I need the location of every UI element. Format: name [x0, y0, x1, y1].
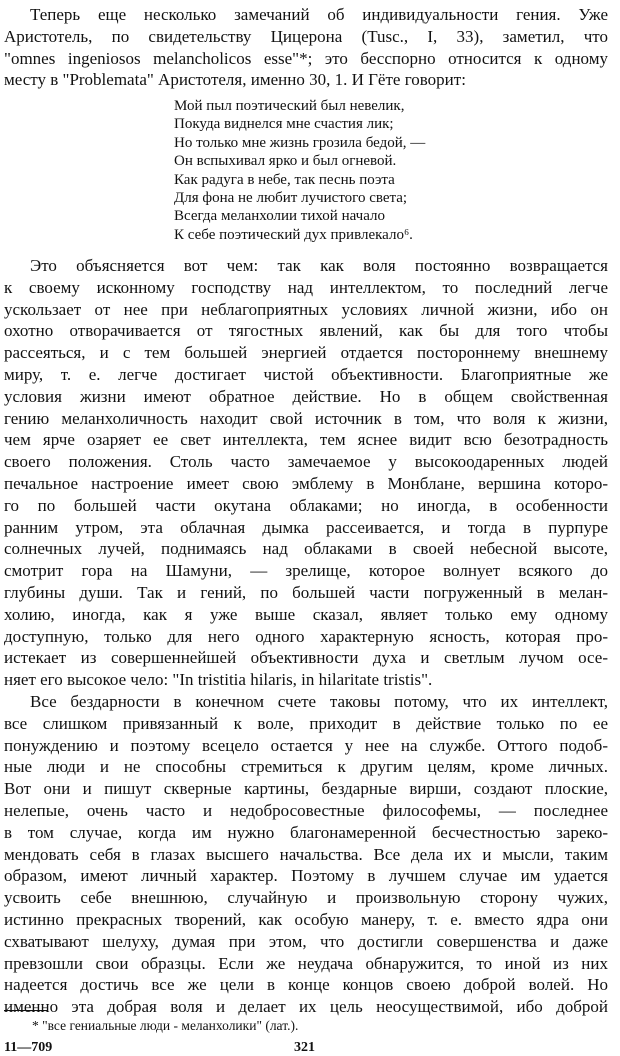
paragraph-main [4, 255, 608, 1018]
page-number: 321 [294, 1040, 315, 1055]
text-line: схватывают шелуху, думая при этом, что достигли совершенства и даже [4, 931, 608, 951]
poem-line: Мой пыл поэтический был невелик, [174, 98, 405, 114]
text-line: условия жизни имеют обратное действие. Но в общем свойственная [4, 386, 608, 406]
text-line: Это объясняется вот чем: так как воля постоянно возвращается [30, 256, 608, 275]
text-line: нелепые, очень часто и недобросовестные философемы, — последнее [4, 800, 608, 820]
poem-line: Он вспыхивал ярко и был огневой. [174, 153, 397, 170]
text-line: истинно прекрасных творений, как особую манеру, т. е. вместо ядра они [4, 909, 608, 929]
poem-line: Но только мне жизнь грозила бедой, — [174, 134, 426, 151]
text-line: все слишком привязанный к воле, приходит в действие только по ее [4, 713, 608, 733]
text-line: Все бездарности в конечном счете таковы потому, что их интеллект, [30, 691, 608, 711]
text-line: усвоить себе внешнюю, случайную и произвольную сторону чужих, [4, 888, 608, 908]
text-line: Вот они и пишут скверные картины, бездарные вирши, создают плоские, [4, 779, 608, 799]
text-line: месту в "Problemata" Аристотеля, именно 30, 1. И Гёте говорит: [4, 70, 466, 90]
text-line: глубины души. Так и гений, по большей части погруженный в мелан- [4, 582, 608, 602]
text-line: Теперь еще несколько замечаний об индивидуальности гения. Уже [30, 5, 608, 24]
text-line: рассеяться, и с тем большей энергией отдается постороннему внешнему [4, 343, 608, 363]
text-line: чем ярче озаряет ее свет интеллекта, тем яснее видит всю безотрадность [4, 430, 608, 450]
text-line: именно эта добрая воля и делает их цель неосуществимой, ибо доброй [4, 997, 608, 1017]
poem-line: К себе поэтический дух привлекало⁶. [174, 226, 413, 243]
text-line: няет его высокое чело: "In tristitia hilaris, in hilaritate tristis". [4, 670, 433, 690]
text-line: доступную, только для него одного характерную ясность, которая про- [4, 626, 608, 646]
text-line: мендовать себя в глазах высшего начальства. Все дела их и мысли, таким [4, 844, 608, 864]
text-line: истекает из совершеннейшей объективности духа и светлым лучом осе- [4, 648, 608, 668]
text-line: го по большей части окутана облаками; но иногда, в особенности [4, 495, 608, 515]
text-line: печальное настроение имеет свою эмблему в Монблане, вершина которо- [4, 473, 608, 493]
paragraph-intro [4, 4, 608, 91]
text-line: к своему исконному господству над интеллектом, то последний легче [4, 277, 608, 297]
text-line: ускользает от нее при неблагоприятных условиях личной жизни, ибо он [4, 299, 608, 319]
footnote-rule [4, 1010, 48, 1011]
text-line: Аристотель, по свидетельству Цицерона (Tusc., I, 33), заметил, что [4, 26, 608, 46]
poem-line: Как радуга в небе, так песнь поэта [174, 171, 395, 188]
text-line: миру, т. е. легче достигает чистой объективности. Благоприятные же [4, 364, 608, 384]
text-line: холию, иногда, как я уже выше сказал, являет только ему одному [4, 604, 608, 624]
poem-line: Всегда меланхолии тихой начало [174, 208, 385, 225]
text-line: ные люди и не способны стремиться к другим целям, кроме личных. [4, 757, 608, 777]
poem-quote [174, 97, 425, 244]
printer-signature: 11—709 [4, 1040, 53, 1055]
footnote: * "все гениальные люди - меланхолики" (лат.). [32, 1018, 299, 1033]
text-line: образом, имеют личный характер. Поэтому в лучшем случае им удается [4, 866, 608, 886]
text-line: превзошли свои образцы. Если же неудача обнаружится, то иной из них [4, 953, 608, 973]
text-line: ранним утром, эта облачная дымка рассеивается, и тогда в пурпуре [4, 517, 608, 537]
text-line: "omnes ingeniosos melancholicos esse"*; это бесспорно относится к одному [4, 48, 608, 68]
text-line: своего положения. Столь часто замечаемое у высокоодаренных людей [4, 452, 608, 472]
text-line: солнечных лучей, поднимаясь над облаками в своей небесной высоте, [4, 539, 608, 559]
text-line: в том случае, когда им нужно благонамеренной бесчестностью зареко- [4, 822, 608, 842]
poem-line: Покуда виднелся мне счастия лик; [174, 116, 394, 133]
text-line: надеется достичь все же цели в конце концов своею доброй волей. Но [4, 975, 608, 995]
text-line: охотно отворачивается от тягостных явлений, как бы для того чтобы [4, 321, 608, 341]
text-line: понуждению и поэтому всецело остается у нее на службе. Оттого подоб- [4, 735, 608, 755]
poem-line: Для фона не любит лучистого света; [174, 190, 408, 207]
text-line: смотрит гора на Шамуни, — зрелище, которое волнует всякого до [4, 561, 608, 581]
text-line: гению меланхоличность находит свой источник в том, что воля к жизни, [4, 408, 608, 428]
